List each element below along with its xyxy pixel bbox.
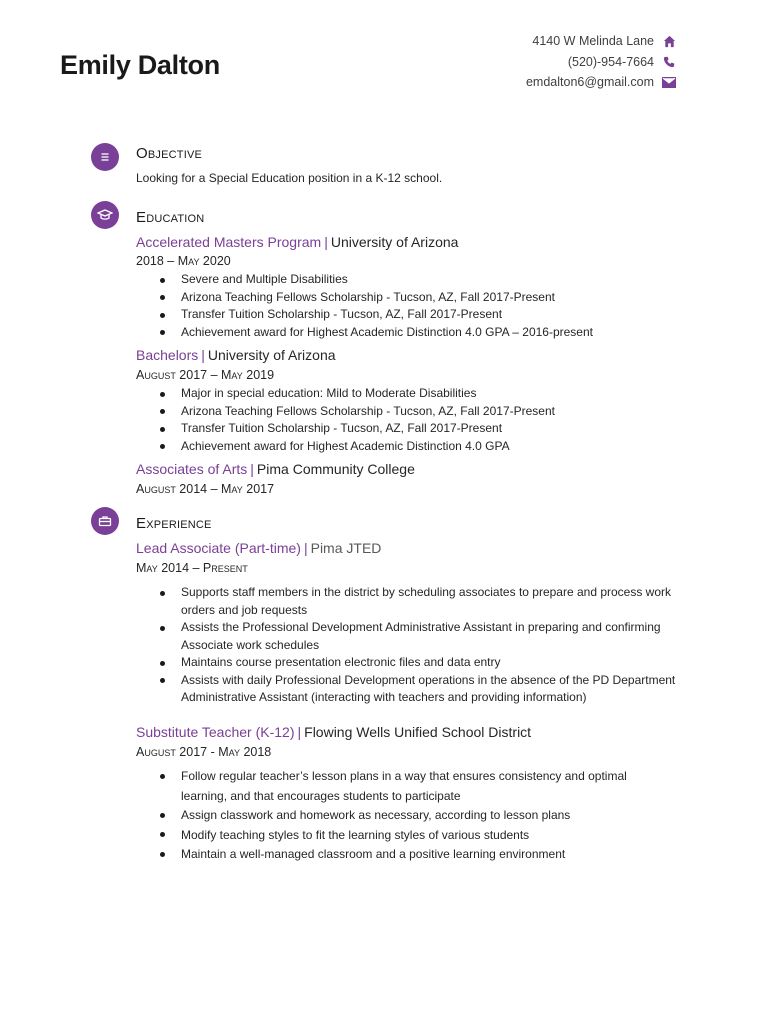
education-dates: August 2017 – May 2019 bbox=[136, 368, 275, 382]
list-item: Achievement award for Highest Academic Distinction 4.0 GPA – 2016-present bbox=[181, 324, 681, 342]
education-entry-associates bbox=[136, 461, 415, 477]
education-heading: Education bbox=[136, 209, 205, 226]
separator: | bbox=[303, 540, 308, 556]
education-dates: 2018 – May 2020 bbox=[136, 254, 231, 268]
list-item: Arizona Teaching Fellows Scholarship - Tucson, AZ, Fall 2017-Present bbox=[181, 403, 681, 421]
job-title: Lead Associate (Part-time) bbox=[136, 540, 301, 556]
list-item: Follow regular teacher’s lesson plans in a way that ensures consistency and optimal learning, and that encourages students to participate bbox=[181, 767, 666, 806]
list-item: Arizona Teaching Fellows Scholarship - Tucson, AZ, Fall 2017-Present bbox=[181, 289, 681, 307]
list-item: Assign classwork and homework as necessary, according to lesson plans bbox=[181, 806, 666, 826]
experience-entry-lead-associate bbox=[136, 540, 381, 556]
list-item: Severe and Multiple Disabilities bbox=[181, 271, 681, 289]
experience-dates: May 2014 – Present bbox=[136, 561, 248, 575]
education-masters-list bbox=[181, 271, 681, 341]
experience-dates: August 2017 - May 2018 bbox=[136, 745, 272, 759]
list-icon bbox=[91, 143, 119, 171]
contact-block bbox=[526, 31, 676, 93]
list-item: Assists the Professional Development Administrative Assistant in preparing and confirming Associate work schedules bbox=[181, 619, 676, 654]
school-name: University of Arizona bbox=[330, 234, 459, 250]
contact-email-row bbox=[526, 72, 676, 93]
degree-title: Associates of Arts bbox=[136, 461, 248, 477]
separator: | bbox=[250, 461, 254, 477]
experience-heading: Experience bbox=[136, 515, 212, 532]
applicant-name: Emily Dalton bbox=[60, 50, 220, 80]
address-text: 4140 W Melinda Lane bbox=[532, 34, 654, 48]
experience-lead-associate-list bbox=[181, 584, 676, 707]
separator: | bbox=[297, 724, 302, 740]
education-bachelors-list bbox=[181, 385, 681, 455]
degree-title: Accelerated Masters Program bbox=[136, 234, 322, 250]
briefcase-icon bbox=[91, 507, 119, 535]
separator: | bbox=[201, 347, 205, 363]
objective-heading: Objective bbox=[136, 145, 203, 162]
school-name: University of Arizona bbox=[207, 347, 336, 363]
education-entry-masters bbox=[136, 234, 458, 250]
list-item: Transfer Tuition Scholarship - Tucson, AZ, Fall 2017-Present bbox=[181, 306, 681, 324]
list-item: Transfer Tuition Scholarship - Tucson, AZ, Fall 2017-Present bbox=[181, 420, 681, 438]
list-item: Supports staff members in the district by scheduling associates to prepare and process work orders and job requests bbox=[181, 584, 676, 619]
objective-text: Looking for a Special Education position in a K-12 school. bbox=[136, 171, 443, 185]
home-icon bbox=[662, 34, 676, 48]
list-item: Modify teaching styles to fit the learning styles of various students bbox=[181, 826, 666, 846]
list-item: Major in special education: Mild to Moderate Disabilities bbox=[181, 385, 681, 403]
list-item: Maintain a well-managed classroom and a positive learning environment bbox=[181, 845, 666, 865]
list-item: Achievement award for Highest Academic Distinction 4.0 GPA bbox=[181, 438, 681, 456]
phone-icon bbox=[662, 55, 676, 69]
list-item: Assists with daily Professional Development operations in the absence of the PD Department Administrative Assistant (interacting with teachers and providing information) bbox=[181, 672, 676, 707]
separator: | bbox=[324, 234, 328, 250]
job-title: Substitute Teacher (K-12) bbox=[136, 724, 295, 740]
company-name: Flowing Wells Unified School District bbox=[304, 724, 532, 740]
contact-address-row bbox=[526, 31, 676, 52]
graduation-cap-icon bbox=[91, 201, 119, 229]
list-item: Maintains course presentation electronic files and data entry bbox=[181, 654, 676, 672]
contact-phone-row bbox=[526, 52, 676, 73]
company-name: Pima JTED bbox=[310, 540, 382, 556]
phone-text: (520)-954-7664 bbox=[567, 54, 654, 69]
degree-title: Bachelors bbox=[136, 347, 199, 363]
envelope-icon bbox=[662, 75, 676, 89]
experience-substitute-teacher-list bbox=[181, 767, 666, 865]
education-dates: August 2014 – May 2017 bbox=[136, 482, 275, 496]
education-entry-bachelors bbox=[136, 347, 336, 363]
email-text: emdalton6@gmail.com bbox=[525, 75, 654, 89]
experience-entry-substitute-teacher bbox=[136, 724, 531, 740]
school-name: Pima Community College bbox=[256, 461, 415, 477]
